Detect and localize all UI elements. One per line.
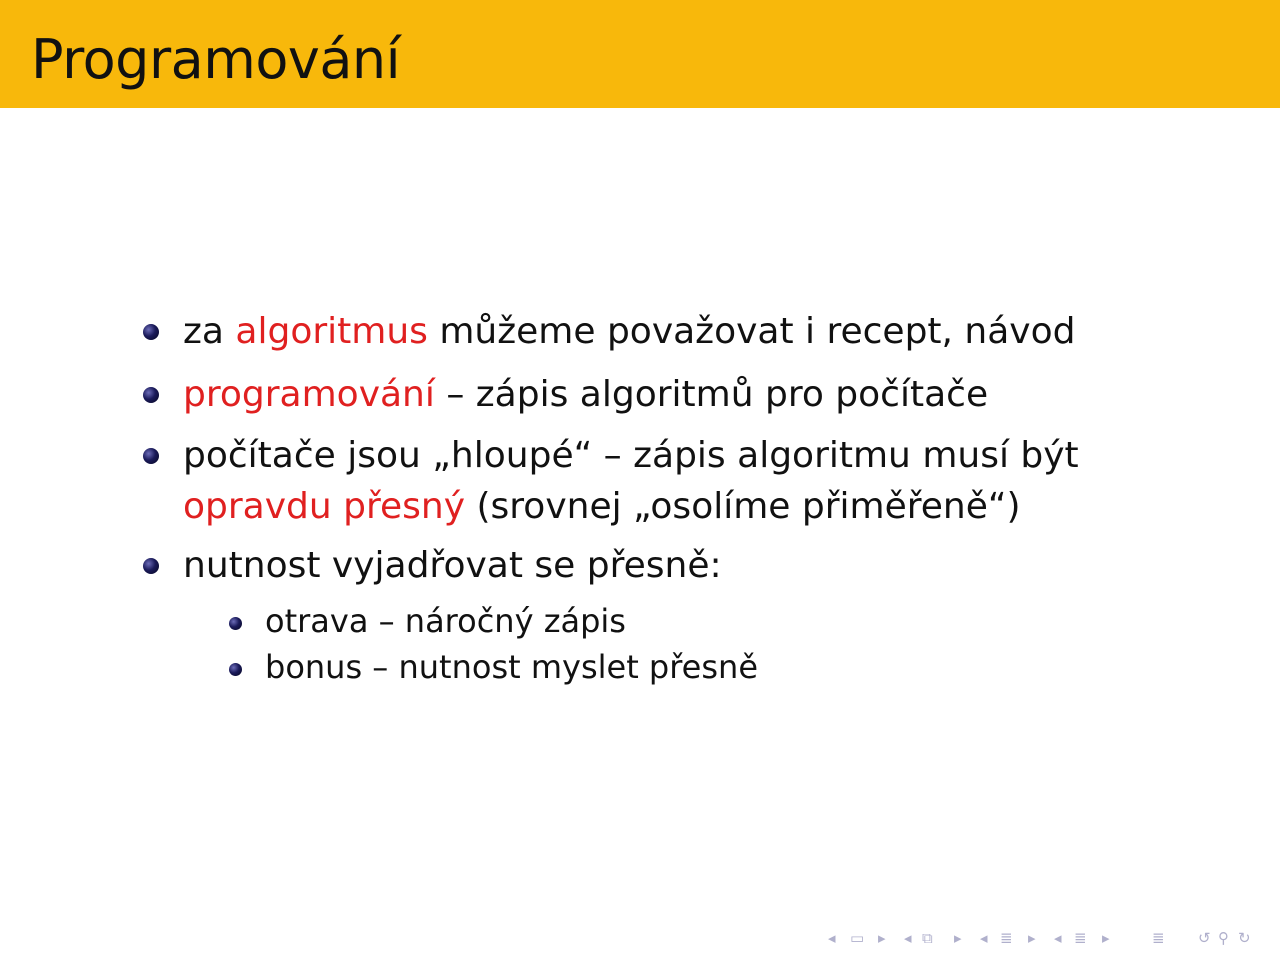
- section-icon[interactable]: ≣: [1000, 929, 1013, 947]
- next-arrow-icon[interactable]: ▸: [878, 929, 886, 947]
- item-text: bonus – nutnost myslet přesně: [265, 648, 758, 686]
- next-arrow-icon[interactable]: ▸: [954, 929, 962, 947]
- highlight-text: opravdu přesný: [183, 486, 466, 527]
- next-arrow-icon[interactable]: ▸: [1028, 929, 1036, 947]
- list-item: [183, 370, 988, 420]
- bullet-icon: [143, 558, 159, 574]
- item-text: nutnost vyjadřovat se přesně:: [183, 545, 722, 586]
- item-text: – zápis algoritmů pro počítače: [434, 374, 989, 415]
- item-text: můžeme považovat i recept, návod: [427, 311, 1076, 352]
- frame-icon[interactable]: ▭: [850, 929, 865, 947]
- prev-arrow-icon[interactable]: ◂: [904, 929, 912, 947]
- bullet-icon: [143, 448, 159, 464]
- highlight-text: programování: [183, 374, 435, 415]
- prev-arrow-icon[interactable]: ◂: [1054, 929, 1062, 947]
- list-item: [183, 307, 1075, 357]
- sub-list-item: [265, 644, 758, 690]
- bullet-icon: [143, 387, 159, 403]
- prev-arrow-icon[interactable]: ◂: [980, 929, 988, 947]
- item-text: (srovnej „osolíme přiměřeně“): [465, 486, 1021, 527]
- subsection-icon[interactable]: ⧉: [922, 929, 933, 947]
- redo-icon[interactable]: ↻: [1238, 929, 1251, 947]
- navigation-bar: [824, 926, 1274, 950]
- list-item: [183, 431, 1079, 481]
- list-item: [183, 541, 722, 591]
- prev-arrow-icon[interactable]: ◂: [828, 929, 836, 947]
- bullet-icon: [229, 663, 242, 676]
- bullet-icon: [229, 617, 242, 630]
- search-icon[interactable]: ⚲: [1218, 929, 1229, 947]
- sub-list-item: [265, 598, 626, 644]
- undo-icon[interactable]: ↺: [1198, 929, 1211, 947]
- appendix-icon[interactable]: ≣: [1074, 929, 1087, 947]
- highlight-text: algoritmus: [235, 311, 428, 352]
- slide-title: Programování: [31, 28, 401, 91]
- item-text: otrava – náročný zápis: [265, 602, 626, 640]
- item-text: počítače jsou „hloupé“ – zápis algoritmu musí být: [183, 435, 1079, 476]
- bullet-icon: [143, 324, 159, 340]
- appendix-icon[interactable]: ≣: [1152, 929, 1165, 947]
- next-arrow-icon[interactable]: ▸: [1102, 929, 1110, 947]
- item-text: za: [183, 311, 236, 352]
- list-item-continuation: [183, 482, 1021, 532]
